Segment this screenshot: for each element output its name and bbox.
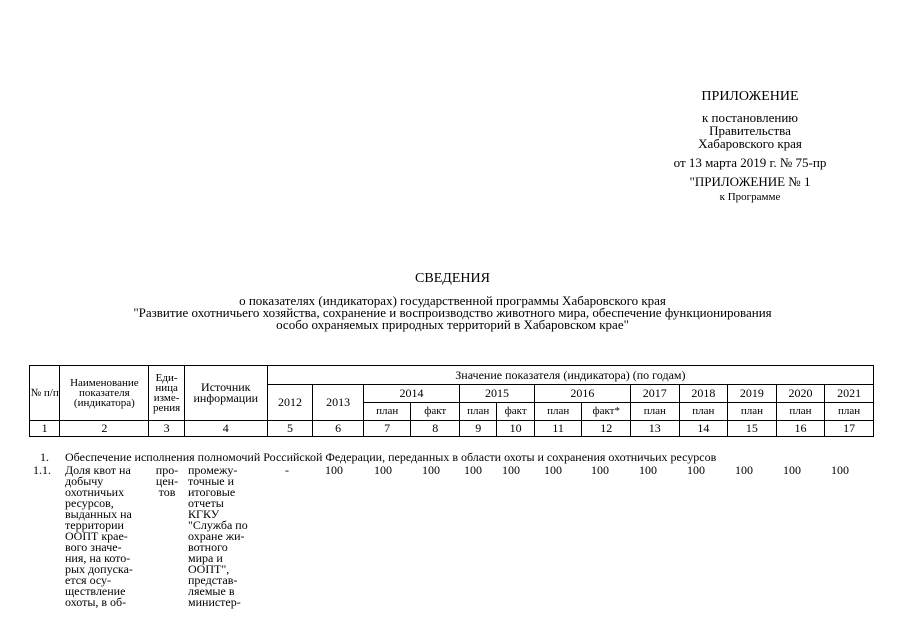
- column-number: 14: [679, 421, 728, 437]
- column-number: 5: [267, 421, 313, 437]
- indicator-name-line: охотничьих: [65, 485, 125, 499]
- header-fact: факт: [411, 403, 460, 421]
- header-year-2020: 2020: [776, 385, 825, 403]
- appendix-line: к постановлению: [701, 110, 799, 125]
- column-number-row: [30, 421, 874, 437]
- indicator-name-line: Доля квот на: [65, 463, 131, 477]
- indicator-name-line: добычу: [65, 474, 104, 488]
- indicator-source-line: итоговые: [188, 485, 236, 499]
- header-year-2014: 2014: [363, 385, 459, 403]
- value-2012: -: [285, 463, 289, 477]
- header-plan: план: [363, 403, 411, 421]
- column-number: 15: [728, 421, 777, 437]
- column-number: 6: [313, 421, 364, 437]
- column-number: 4: [184, 421, 267, 437]
- indicator-unit-line: цен-: [155, 474, 179, 488]
- value-2015-fact: 100: [502, 463, 520, 477]
- header-year-2019: 2019: [728, 385, 777, 403]
- header-year-2015: 2015: [460, 385, 535, 403]
- value-2014-fact: 100: [422, 463, 440, 477]
- column-number: 16: [776, 421, 825, 437]
- section-number: 1.: [40, 450, 49, 464]
- indicator-name-line: ется осу-: [65, 573, 112, 587]
- value-2013: 100: [325, 463, 343, 477]
- document-subtitle-line: особо охраняемых природных территорий в Хабаровском крае": [276, 317, 629, 332]
- indicator-name-line: ресурсов,: [65, 496, 114, 510]
- indicator-source-line: КГКУ: [188, 507, 220, 521]
- indicator-unit: [150, 465, 184, 498]
- document-subtitle-line: "Развитие охотничьего хозяйства, сохранение и воспроизводство животного мира, обеспечение функционирования: [133, 305, 772, 320]
- column-number: 3: [149, 421, 184, 437]
- document-heading: [0, 271, 905, 331]
- indicator-name: [65, 465, 145, 608]
- indicator-source-line: министер-: [188, 595, 241, 609]
- header-num: № п/п: [30, 366, 60, 421]
- row-number: 1.1.: [33, 463, 51, 477]
- appendix-program: к Программе: [719, 191, 781, 203]
- appendix-line: Хабаровского края: [698, 136, 802, 151]
- indicator-name-line: вого значе-: [65, 540, 122, 554]
- indicator-source-line: ляемые в: [188, 584, 235, 598]
- indicator-name-line: территории: [65, 518, 124, 532]
- indicator-source-line: промежу-: [188, 463, 238, 477]
- column-number: 7: [363, 421, 411, 437]
- header-source: Источник информации: [184, 366, 267, 421]
- header-year-2013: 2013: [313, 385, 364, 421]
- indicator-name-line: ния, на кото-: [65, 551, 131, 565]
- document-subtitle-line: о показателях (индикаторах) государственной программы Хабаровского края: [239, 293, 666, 308]
- column-number: 13: [630, 421, 679, 437]
- header-name: Наименование показателя (индикатора): [60, 366, 149, 421]
- header-year-2012: 2012: [267, 385, 313, 421]
- value-2014-plan: 100: [374, 463, 392, 477]
- appendix-header: [600, 90, 900, 204]
- header-year-2016: 2016: [534, 385, 630, 403]
- column-number: 8: [411, 421, 460, 437]
- indicator-source-line: отчеты: [188, 496, 224, 510]
- header-plan: план: [728, 403, 777, 421]
- column-number: 10: [497, 421, 534, 437]
- value-2019-plan: 100: [735, 463, 753, 477]
- indicator-source-line: точные и: [188, 474, 235, 488]
- indicator-name-line: охоты, в об-: [65, 595, 127, 609]
- section-title: Обеспечение исполнения полномочий Российской Федерации, переданных в области охоты и сохранения охотничьих ресурсов: [65, 450, 717, 464]
- indicators-table: [29, 365, 874, 437]
- value-2020-plan: 100: [783, 463, 801, 477]
- column-number: 11: [534, 421, 582, 437]
- indicator-name-line: ООПТ крае-: [65, 529, 128, 543]
- value-2018-plan: 100: [687, 463, 705, 477]
- value-2015-plan: 100: [464, 463, 482, 477]
- header-plan: план: [679, 403, 728, 421]
- indicator-name-line: выданных на: [65, 507, 132, 521]
- header-plan: план: [460, 403, 497, 421]
- header-year-2017: 2017: [630, 385, 679, 403]
- indicator-name-line: ществление: [65, 584, 126, 598]
- document-title: СВЕДЕНИЯ: [415, 271, 490, 286]
- value-2016-fact: 100: [591, 463, 609, 477]
- column-number: 1: [30, 421, 60, 437]
- header-values: Значение показателя (индикатора) (по годам): [267, 366, 873, 385]
- column-number: 12: [582, 421, 631, 437]
- value-2016-plan: 100: [544, 463, 562, 477]
- appendix-line: Правительства: [709, 123, 791, 138]
- indicator-source-line: представ-: [188, 573, 238, 587]
- header-fact: факт: [497, 403, 534, 421]
- value-2017-plan: 100: [639, 463, 657, 477]
- indicator-source-line: охране жи-: [188, 529, 245, 543]
- indicator-source-line: "Служба по: [188, 518, 248, 532]
- header-year-2021: 2021: [825, 385, 874, 403]
- appendix-date: от 13 марта 2019 г. № 75-пр: [673, 155, 827, 170]
- indicator-unit-line: тов: [158, 485, 176, 499]
- column-number: 17: [825, 421, 874, 437]
- column-number: 2: [60, 421, 149, 437]
- indicator-source-line: ООПТ",: [188, 562, 230, 576]
- indicator-unit-line: про-: [155, 463, 179, 477]
- indicator-source-line: вотного: [188, 540, 228, 554]
- header-plan: план: [534, 403, 582, 421]
- header-plan: план: [776, 403, 825, 421]
- header-year-2018: 2018: [679, 385, 728, 403]
- indicator-source: [188, 465, 263, 608]
- header-plan: план: [630, 403, 679, 421]
- indicator-source-line: мира и: [188, 551, 223, 565]
- indicator-name-line: рых допуска-: [65, 562, 133, 576]
- header-fact: факт*: [582, 403, 631, 421]
- header-unit: Еди-ница изме-рения: [149, 366, 184, 421]
- header-plan: план: [825, 403, 874, 421]
- appendix-title: ПРИЛОЖЕНИЕ: [701, 89, 799, 104]
- column-number: 9: [460, 421, 497, 437]
- appendix-number: "ПРИЛОЖЕНИЕ № 1: [689, 174, 811, 189]
- value-2021-plan: 100: [831, 463, 849, 477]
